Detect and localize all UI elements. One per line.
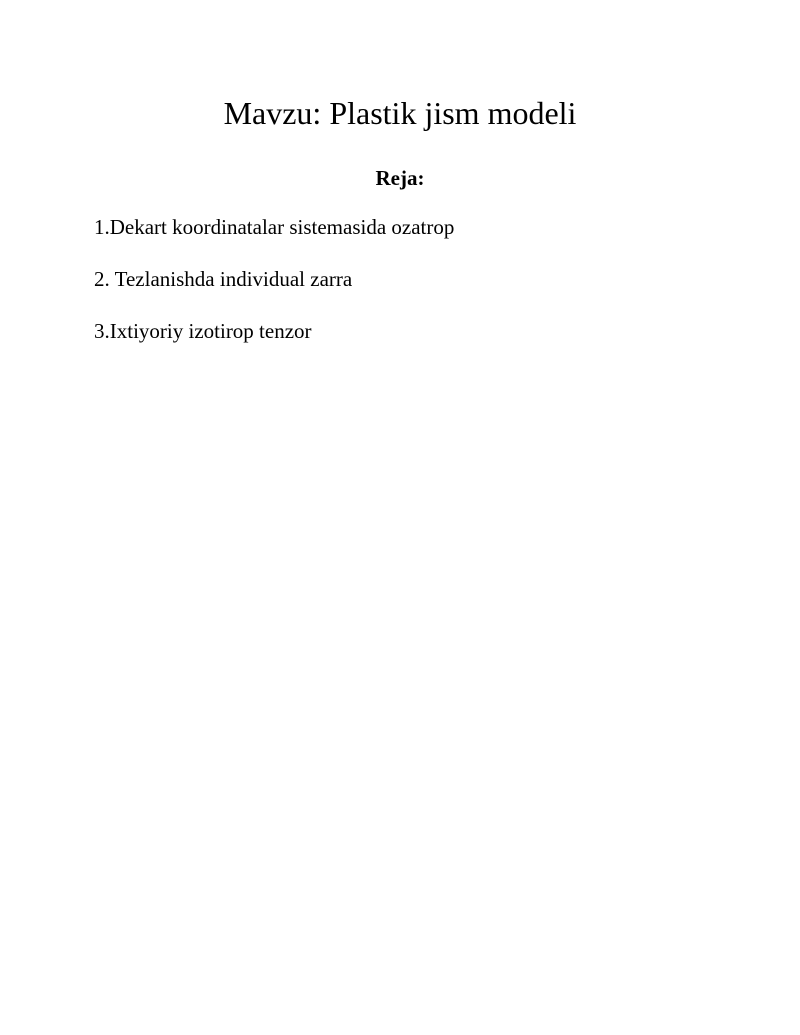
plan-item-3: 3.Ixtiyoriy izotirop tenzor (94, 319, 312, 343)
document-title: Mavzu: Plastik jism modeli (223, 95, 577, 131)
plan-item-1: 1.Dekart koordinatalar sistemasida ozatrop (94, 215, 455, 239)
plan-item-2: 2. Tezlanishda individual zarra (94, 267, 353, 291)
plan-heading: Reja: (375, 166, 425, 190)
plan-list (94, 214, 454, 370)
